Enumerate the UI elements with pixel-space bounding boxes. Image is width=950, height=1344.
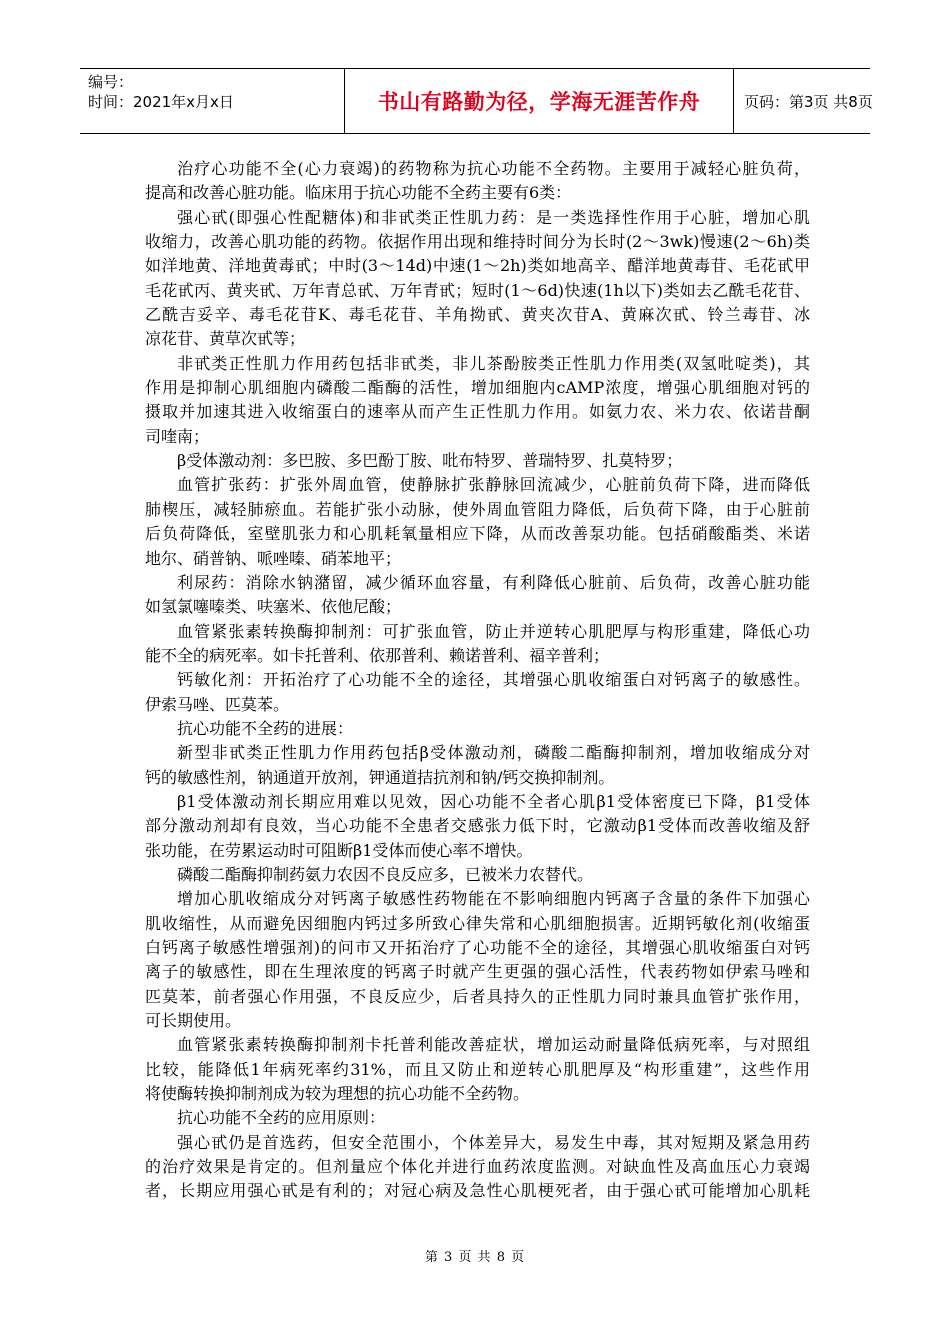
- paragraph-line: 的治疗效果是肯定的。但剂量应个体化并进行血药浓度监测。对缺血性及高血压心力衰竭: [145, 1157, 810, 1177]
- motto-text: 书山有路勤为径，学海无涯苦作舟: [377, 90, 701, 114]
- page-header: [80, 68, 873, 134]
- paragraph-line: 强心甙仍是首选药，但安全范围小，个体差异大，易发生中毒，其对短期及紧急用药: [177, 1132, 810, 1152]
- paragraph-line: 非甙类正性肌力作用药包括非甙类，非儿茶酚胺类正性肌力作用类(双氢吡啶类)，其: [177, 353, 810, 373]
- paragraph-line: 钙敏化剂：开拓治疗了心功能不全的途径，其增强心肌收缩蛋白对钙离子的敏感性。: [177, 670, 810, 690]
- paragraph-line: 提高和改善心脏功能。临床用于抗心功能不全药主要有6类：: [145, 183, 572, 203]
- paragraph-line: 毛花甙丙、黄夹甙、万年青总甙、万年青甙；短时(1～6d)快速(1h以下)类如去乙酰毛花苷、: [145, 280, 810, 300]
- paragraph-line: 血管紧张素转换酶抑制剂：可扩张血管，防止并逆转心肌肥厚与构形重建，降低心功: [177, 621, 810, 641]
- date-label: 时间：2021年x月x日: [88, 93, 234, 111]
- paragraph-line: β受体激动剂：多巴胺、多巴酚丁胺、吡布特罗、普瑞特罗、扎莫特罗；: [177, 451, 683, 471]
- paragraph-line: 伊索马唑、匹莫苯。: [145, 694, 290, 714]
- paragraph-line: 凉花苷、黄草次甙等；: [145, 329, 306, 349]
- paragraph-line: 利尿药：消除水钠潴留，减少循环血容量，有利降低心脏前、后负荷，改善心脏功能: [177, 572, 810, 592]
- paragraph-line: 能不全的病死率。如卡托普利、依那普利、赖诺普利、福辛普利；: [145, 645, 610, 665]
- paragraph-line: 地尔、硝普钠、哌唑嗪、硝苯地平；: [145, 548, 402, 568]
- paragraph-line: 血管扩张药：扩张外周血管，使静脉扩张静脉回流减少，心脏前负荷下降，进而降低: [177, 475, 810, 495]
- paragraph-line: 收缩力，改善心肌功能的药物。依据作用出现和维持时间分为长时(2～3wk)慢速(2～6h)类: [145, 232, 810, 252]
- page-footer: 第 3 页 共 8 页: [424, 1250, 526, 1265]
- paragraph-line: 可长期使用。: [145, 1011, 242, 1031]
- paragraph-line: 司喹南；: [145, 426, 210, 446]
- paragraph-line: 部分激动剂却有良效，当心功能不全患者交感张力低下时，它激动β1受体而改善收缩及舒: [145, 816, 810, 836]
- paragraph-line: 作用是抑制心肌细胞内磷酸二酯酶的活性，增加细胞内cAMP浓度，增强心肌细胞对钙的: [145, 378, 810, 398]
- paragraph-line: 如氢氯噻嗪类、呋塞米、依他尼酸；: [145, 597, 402, 617]
- paragraph-line: 者，长期应用强心甙是有利的；对冠心病及急性心肌梗死者，由于强心甙可能增加心肌耗: [145, 1181, 810, 1201]
- paragraph-line: 磷酸二酯酶抑制药氨力农因不良反应多，已被米力农替代。: [177, 864, 594, 884]
- paragraph-line: 后负荷降低，室壁肌张力和心肌耗氧量相应下降，从而改善泵功能。包括硝酸酯类、米诺: [145, 524, 810, 544]
- document-body: [145, 157, 810, 1204]
- paragraph-line: 如洋地黄、洋地黄毒甙；中时(3～14d)中速(1～2h)类如地高辛、醋洋地黄毒苷、毛花甙甲: [145, 256, 810, 276]
- paragraph-line: 血管紧张素转换酶抑制剂卡托普利能改善症状，增加运动耐量降低病死率，与对照组: [177, 1035, 810, 1055]
- paragraph-line: 张功能，在劳累运动时可阻断β1受体而使心率不增快。: [145, 840, 533, 860]
- doc-number-label: 编号：: [88, 73, 134, 91]
- paragraph-line: 新型非甙类正性肌力作用药包括β受体激动剂，磷酸二酯酶抑制剂，增加收缩成分对: [177, 743, 810, 763]
- paragraph-line: 强心甙(即强心性配糖体)和非甙类正性肌力药：是一类选择性作用于心脏，增加心肌: [177, 207, 810, 227]
- paragraph-line: 白钙离子敏感性增强剂)的问市又开拓治疗了心功能不全的途径，其增强心肌收缩蛋白对钙: [145, 938, 810, 957]
- page-number-label: 页码：第3页 共8页: [744, 93, 873, 111]
- paragraph-line: β1受体激动剂长期应用难以见效，因心功能不全者心肌β1受体密度已下降，β1受体: [177, 791, 810, 811]
- paragraph-line: 钙的敏感性剂，钠通道开放剂，钾通道拮抗剂和钠/钙交换抑制剂。: [145, 767, 615, 787]
- paragraph-line: 抗心功能不全药的进展：: [177, 718, 354, 738]
- paragraph-line: 增加心肌收缩成分对钙离子敏感性药物能在不影响细胞内钙离子含量的条件下加强心: [177, 889, 810, 909]
- header-meta: [88, 72, 234, 112]
- paragraph-line: 将使酶转换抑制剂成为较为理想的抗心功能不全药物。: [145, 1084, 530, 1104]
- paragraph-line: 肺楔压，减轻肺瘀血。若能扩张小动脉，使外周血管阻力降低，后负荷下降，由于心脏前: [145, 499, 810, 519]
- paragraph-line: 乙酰吉妥辛、毒毛花苷K、毒毛花苷、羊角拗甙、黄夹次苷A、黄麻次甙、铃兰毒苷、冰: [145, 305, 810, 325]
- paragraph-line: 匹莫苯，前者强心作用强，不良反应少，后者具持久的正性肌力同时兼具血管扩张作用，: [145, 986, 810, 1006]
- paragraph-line: 肌收缩性，从而避免因细胞内钙过多所致心律失常和心肌细胞损害。近期钙敏化剂(收缩蛋: [145, 913, 810, 933]
- motto-box: [344, 69, 734, 133]
- paragraph-line: 治疗心功能不全(心力衰竭)的药物称为抗心功能不全药物。主要用于减轻心脏负荷，: [177, 159, 810, 178]
- paragraph-line: 离子的敏感性，即在生理浓度的钙离子时就产生更强的强心活性，代表药物如伊索马唑和: [145, 962, 810, 982]
- paragraph-line: 比较，能降低1年病死率约31%，而且又防止和逆转心肌肥厚及“构形重建”，这些作用: [145, 1059, 810, 1079]
- paragraph-line: 摄取并加速其进入收缩蛋白的速率从而产生正性肌力作用。如氨力农、米力农、依诺昔酮: [145, 402, 810, 422]
- paragraph-line: 抗心功能不全药的应用原则：: [177, 1108, 386, 1128]
